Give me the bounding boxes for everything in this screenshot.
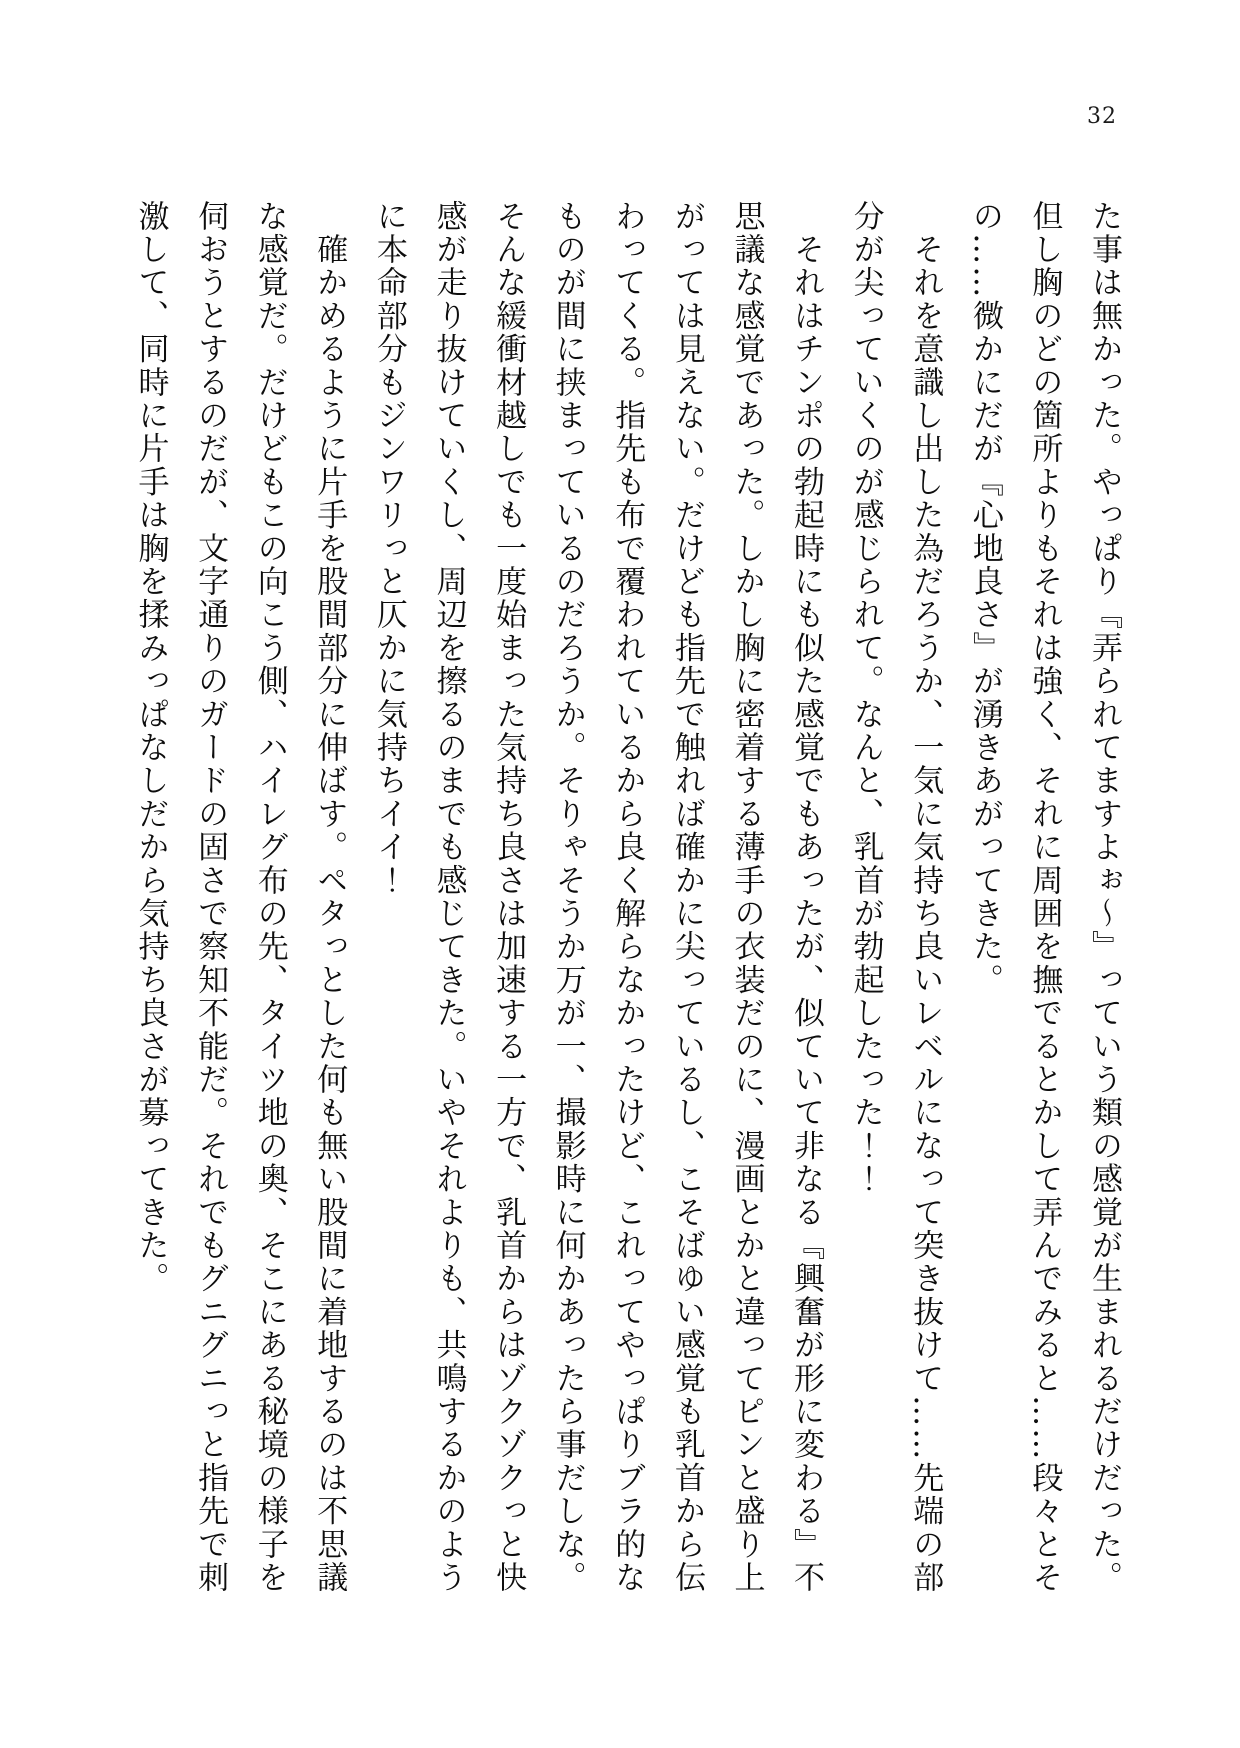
text-column: 但し胸のどの箇所よりもそれは強く、それに周囲を撫でるとかして弄んでみると……段々とそ: [1026, 200, 1063, 1595]
text-column: 思議な感覚であった。しかし胸に密着する薄手の衣装だのに、漫画とかと違ってピンと盛り上: [728, 200, 765, 1595]
text-column: がっては見えない。だけども指先で触れば確かに尖っているし、こそばゆい感覚も乳首から伝: [668, 200, 705, 1595]
text-column: の……微かにだが『心地良さ』が湧きあがってきた。: [966, 200, 1003, 997]
text-column: に本命部分もジンワリっと仄かに気持ちイイ！: [370, 200, 407, 898]
text-column: わってくる。指先も布で覆われているから良く解らなかったけど、これってやっぱりブラ的な: [609, 200, 646, 1595]
text-column: 伺おうとするのだが、文字通りのガードの固さで察知不能だ。それでもグニグニっと指先で刺: [192, 200, 229, 1595]
text-column: た事は無かった。やっぱり『弄られてますよぉ〜』っていう類の感覚が生まれるだけだった。: [1086, 200, 1122, 1595]
text-column: 感が走り抜けていくし、周辺を擦るのまでも感じてきた。いやそれよりも、共鳴するかのよう: [430, 200, 467, 1595]
text-column: 激して、同時に片手は胸を揉みっぱなしだから気持ち良さが募ってきた。: [132, 200, 169, 1296]
text-column: それはチンポの勃起時にも似た感覚でもあったが、似ていて非なる『興奮が形に変わる』不: [788, 200, 825, 1595]
vertical-text-block: [120, 200, 1133, 1604]
text-column: そんな緩衝材越しでも一度始まった気持ち良さは加速する一方で、乳首からはゾクゾクっと快: [490, 200, 527, 1595]
text-column: 分が尖っていくのが感じられて。なんと、乳首が勃起したった！！: [847, 200, 884, 1196]
text-column: な感覚だ。だけどもこの向こう側、ハイレグ布の先、タイツ地の奥、そこにある秘境の様子を: [251, 200, 288, 1595]
text-column: 確かめるように片手を股間部分に伸ばす。ペタっとした何も無い股間に着地するのは不思議: [311, 200, 348, 1595]
text-column: それを意識し出した為だろうか、一気に気持ち良いレベルになって突き抜けて……先端の部: [907, 200, 944, 1595]
page-number: 32: [1087, 104, 1117, 129]
text-column: ものが間に挟まっているのだろうか。そりゃそうか万が一、撮影時に何かあったら事だしな。: [549, 200, 586, 1595]
